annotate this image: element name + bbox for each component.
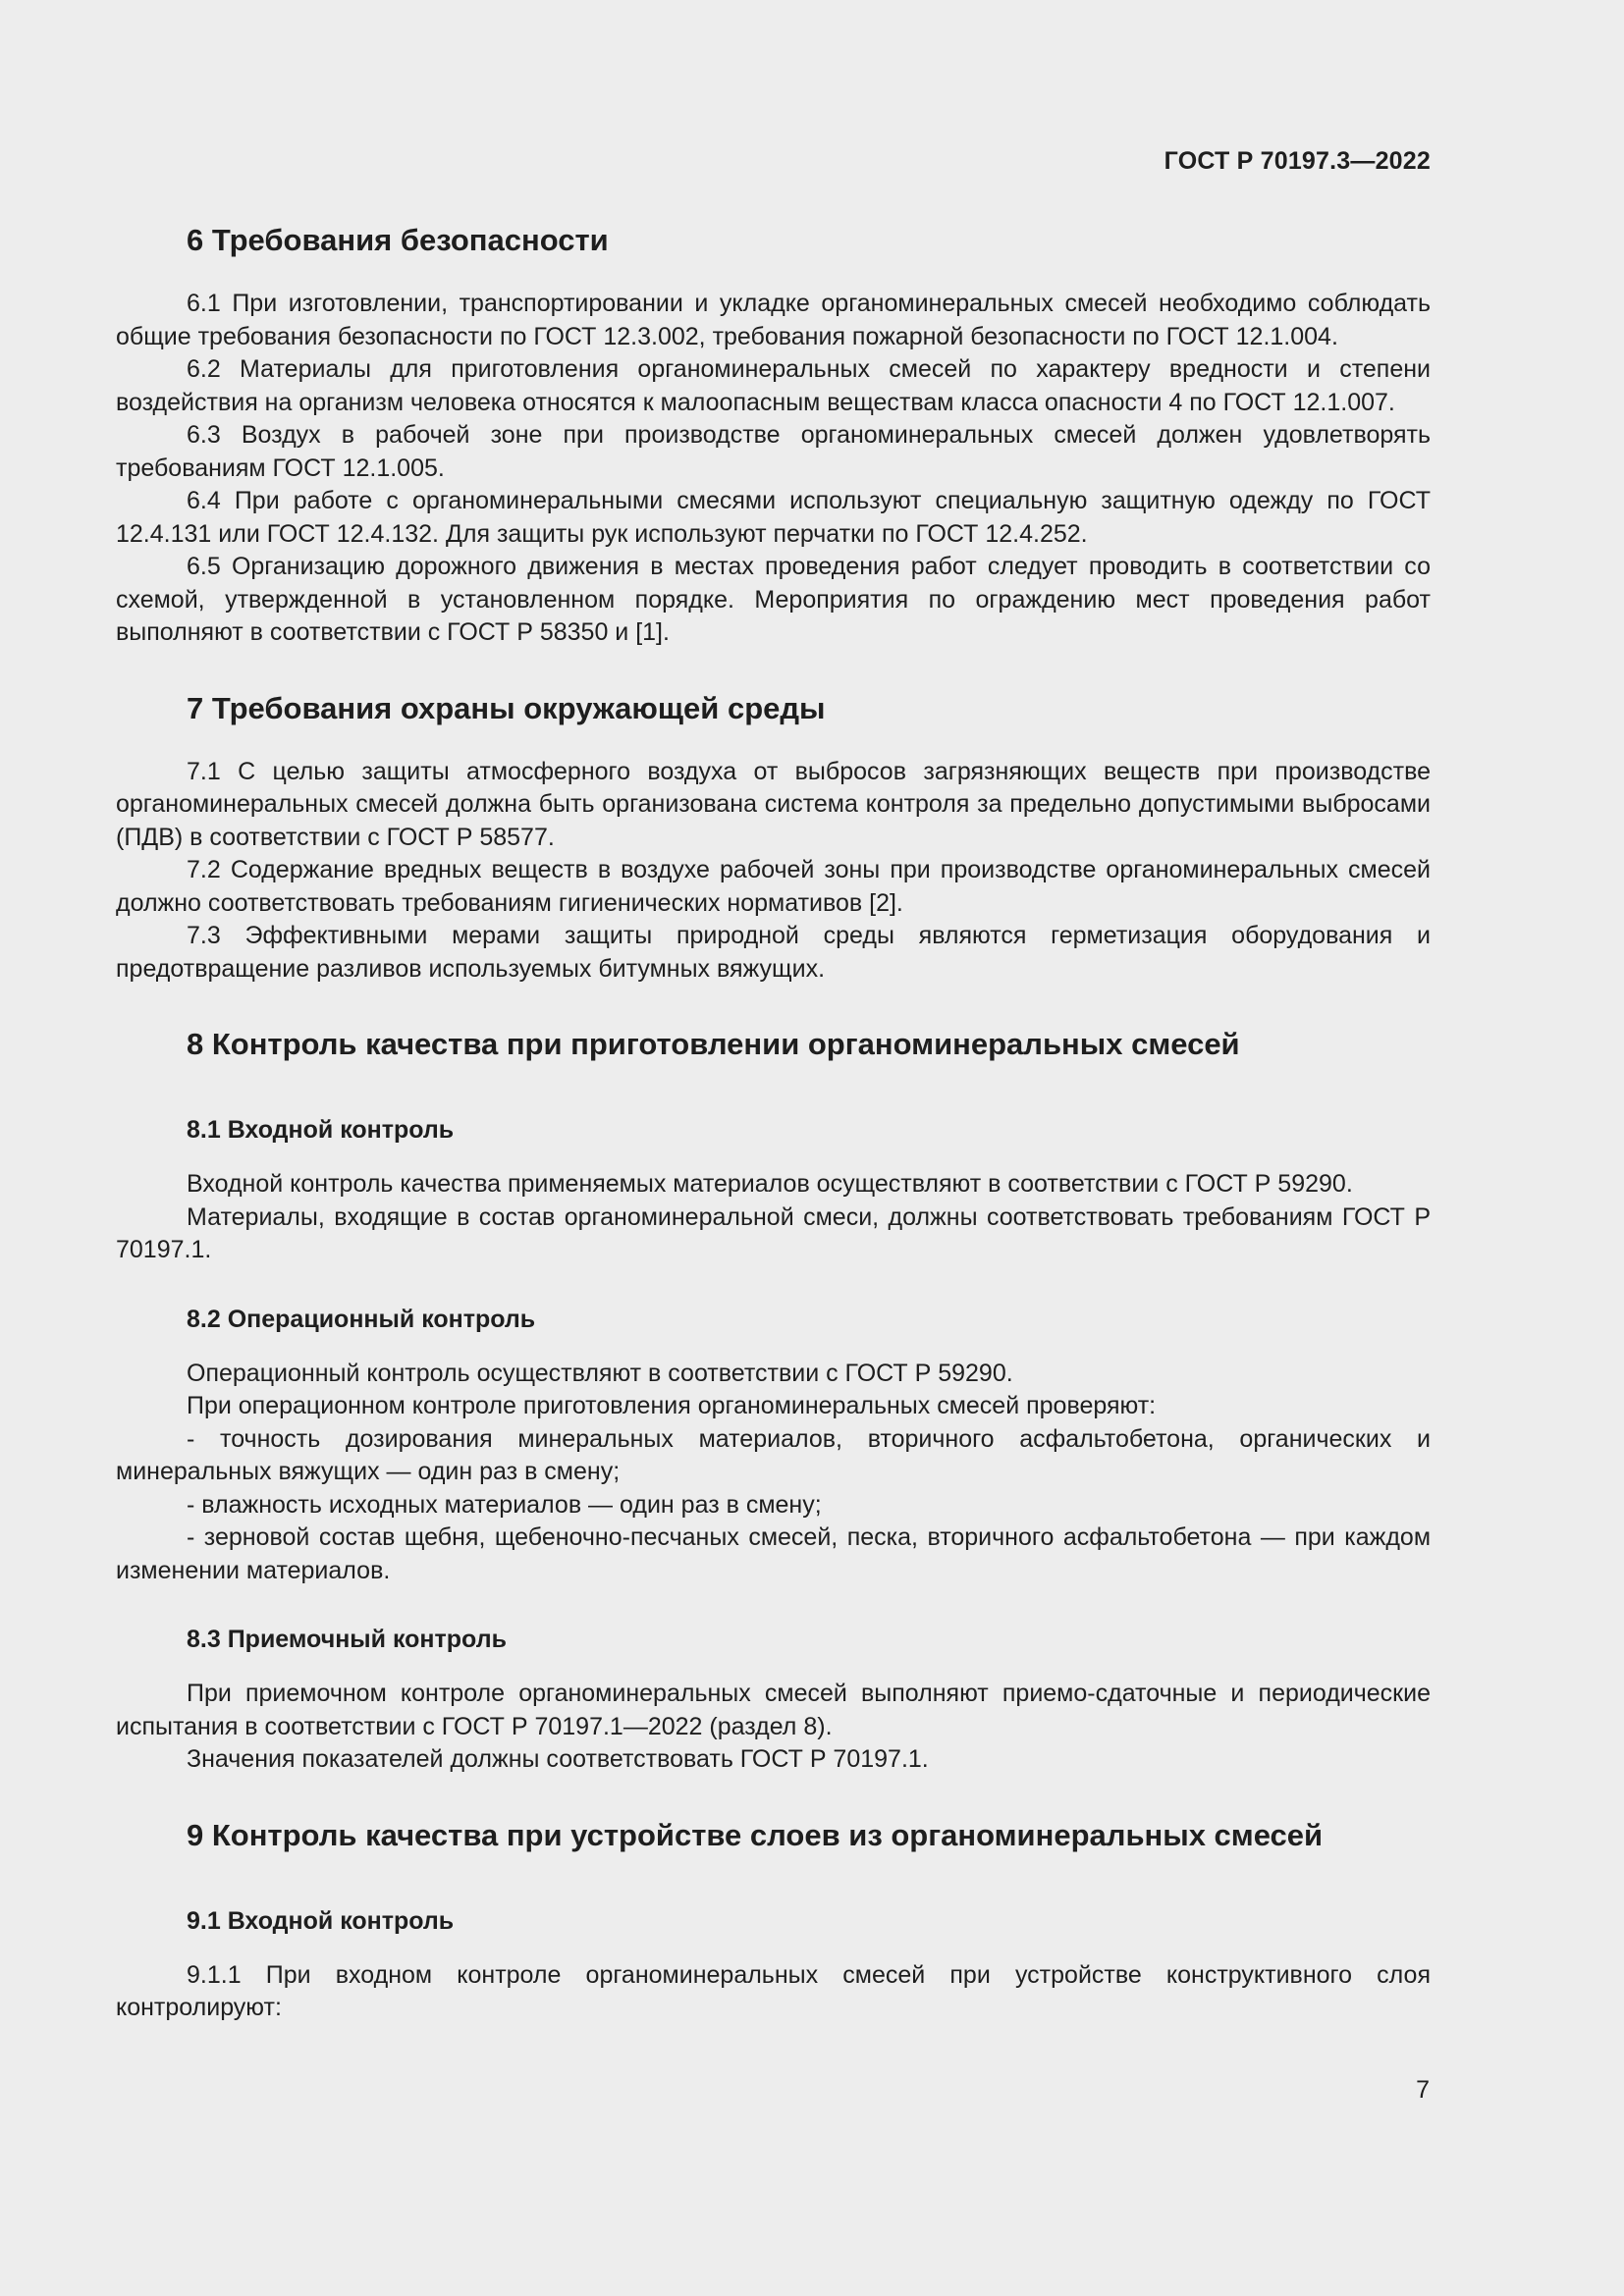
section-9-title: 9 Контроль качества при устройстве слоев из органоминеральных смесей xyxy=(187,1817,1324,1852)
section-7-title: 7 Требования охраны окружающей среды xyxy=(187,690,826,725)
subsection-8-2-body xyxy=(116,1358,1431,1588)
paragraph-6-1: 6.1 При изготовлении, транспортировании и укладке органоминеральных смесей необходимо соблюдать общие требования безопасности по ГОСТ 12.3.002, требования пожарной безопасности по ГОСТ 12.1.004. xyxy=(116,290,1431,350)
subsection-9-1-body xyxy=(116,1959,1431,2025)
paragraph-8-2-a: Операционный контроль осуществляют в соответствии с ГОСТ Р 59290. xyxy=(187,1359,1013,1387)
paragraph-8-2-b: При операционном контроле приготовления органоминеральных смесей проверяют: xyxy=(187,1392,1157,1419)
paragraph-7-3: 7.3 Эффективными мерами защиты природной среды являются герметизация оборудования и предотвращение разливов используемых битумных вяжущих. xyxy=(116,922,1431,983)
paragraph-7-2: 7.2 Содержание вредных веществ в воздухе рабочей зоны при производстве органоминеральных смесей должно соответствовать требованиям гигиенических нормативов [2]. xyxy=(116,856,1431,917)
paragraph-7-1: 7.1 С целью защиты атмосферного воздуха от выбросов загрязняющих веществ при производстве органоминеральных смесей должна быть организована система контроля за предельно допустимыми выбросами (ПДВ) в соответствии с ГОСТ Р 58577. xyxy=(116,757,1431,851)
paragraph-9-1-1: 9.1.1 При входном контроле органоминеральных смесей при устройстве конструктивного слоя контролируют: xyxy=(116,1960,1431,2021)
subsection-8-1-title: 8.1 Входной контроль xyxy=(187,1116,455,1144)
subsection-8-3-title: 8.3 Приемочный контроль xyxy=(187,1626,507,1653)
paragraph-6-4: 6.4 При работе с органоминеральными смесями используют специальную защитную одежду по ГОСТ 12.4.131 или ГОСТ 12.4.132. Для защиты рук используют перчатки по ГОСТ 12.4.252. xyxy=(116,487,1431,548)
paragraph-8-1-b: Материалы, входящие в состав органоминеральной смеси, должны соответствовать требованиям ГОСТ Р 70197.1. xyxy=(116,1202,1431,1263)
subsection-8-1-body xyxy=(116,1168,1431,1267)
document-code: ГОСТ Р 70197.3—2022 xyxy=(1164,147,1431,175)
paragraph-6-2: 6.2 Материалы для приготовления органоминеральных смесей по характеру вредности и степени воздействия на организм человека относятся к малоопасным веществам класса опасности 4 по ГОСТ 12.1.007. xyxy=(116,355,1431,416)
subsection-8-2-title: 8.2 Операционный контроль xyxy=(187,1305,536,1333)
paragraph-8-1-a: Входной контроль качества применяемых материалов осуществляют в соответствии с ГОСТ Р 59290. xyxy=(187,1170,1353,1198)
subsection-9-1-title: 9.1 Входной контроль xyxy=(187,1906,455,1935)
list-item-8-2-1: - точность дозирования минеральных материалов, вторичного асфальтобетона, органических и минеральных вяжущих — один раз в смену; xyxy=(116,1424,1431,1485)
paragraph-6-5: 6.5 Организацию дорожного движения в местах проведения работ следует проводить в соответствии со схемой, утвержденной в установленном порядке. Мероприятия по ограждению мест проведения работ выполняют в соответствии с ГОСТ Р 58350 и [1]. xyxy=(116,553,1431,646)
page-number: 7 xyxy=(1416,2076,1430,2104)
section-6-title: 6 Требования безопасности xyxy=(187,223,609,257)
document-body xyxy=(116,221,1431,2025)
paragraph-8-3-a: При приемочном контроле органоминеральных смесей выполняют приемо-сдаточные и периодические испытания в соответствии с ГОСТ Р 70197.1—2022 (раздел 8). xyxy=(116,1680,1431,1740)
list-item-8-2-2: - влажность исходных материалов — один раз в смену; xyxy=(187,1490,822,1519)
paragraph-8-3-b: Значения показателей должны соответствовать ГОСТ Р 70197.1. xyxy=(187,1745,929,1773)
section-7-body xyxy=(116,756,1431,987)
section-8-title: 8 Контроль качества при приготовлении органоминеральных смесей xyxy=(187,1027,1240,1061)
list-item-8-2-3: - зерновой состав щебня, щебеночно-песчаных смесей, песка, вторичного асфальтобетона — при каждом изменении материалов. xyxy=(116,1523,1431,1584)
section-6-body xyxy=(116,288,1431,650)
subsection-8-3-body xyxy=(116,1678,1431,1777)
paragraph-6-3: 6.3 Воздух в рабочей зоне при производстве органоминеральных смесей должен удовлетворять требованиям ГОСТ 12.1.005. xyxy=(116,421,1431,482)
